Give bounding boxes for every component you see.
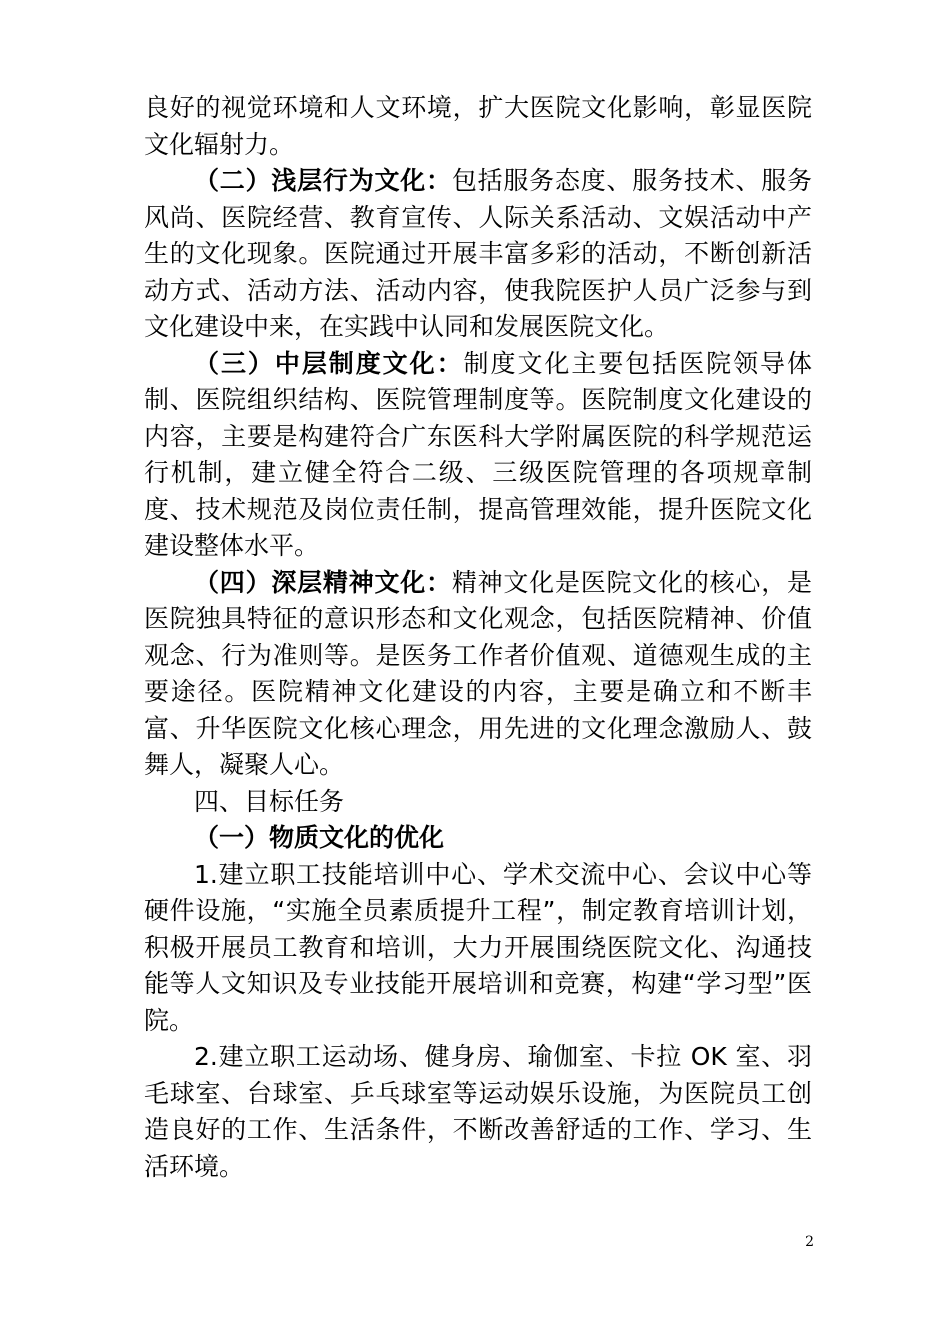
paragraph-behavior-culture (144, 163, 812, 346)
paragraph-continuation (144, 90, 812, 163)
paragraph-heading: （四）深层精神文化： (194, 567, 452, 597)
paragraph-heading: （三）中层制度文化： (194, 348, 464, 378)
paragraph-text: 良好的视觉环境和人文环境，扩大医院文化影响，彰显医院文化辐射力。 (144, 93, 812, 159)
list-item: 1.建立职工技能培训中心、学术交流中心、会议中心等硬件设施，“实施全员素质提升工程”，制定教育培训计划，积极开展员工教育和培训，大力开展围绕医院文化、沟通技能等人文知识及专业技能开展培训和竞赛，构建“学习型”医院。 (144, 859, 812, 1035)
paragraph-spirit-culture (144, 565, 812, 784)
paragraph-heading: （二）浅层行为文化： (194, 166, 452, 195)
page-number: 2 (805, 1234, 814, 1250)
paragraph-text: 制度文化主要包括医院领导体制、医院组织结构、医院管理制度等。医院制度文化建设的内容，主要是构建符合广东医科大学附属医院的科学规范运行机制，建立健全符合二级、三级医院管理的各项规章制度、技术规范及岗位责任制，提高管理效能，提升医院文化建设整体水平。 (144, 348, 812, 560)
paragraph-text: 包括服务态度、服务技术、服务风尚、医院经营、教育宣传、人际关系活动、文娱活动中产生的文化现象。医院通过开展丰富多彩的活动，不断创新活动方式、活动方法、活动内容，使我院医护人员广泛参与到文化建设中来，在实践中认同和发展医院文化。 (144, 166, 812, 341)
section-title: 四、目标任务 (194, 786, 345, 816)
paragraph-text: 精神文化是医院文化的核心，是医院独具特征的意识形态和文化观念，包括医院精神、价值观念、行为准则等。是医务工作者价值观、道德观生成的主要途径。医院精神文化建设的内容，主要是确立和不断丰富、升华医院文化核心理念，用先进的文化理念激励人、鼓舞人，凝聚人心。 (144, 567, 812, 779)
paragraph-system-culture (144, 346, 812, 565)
subsection-title: （一）物质文化的优化 (194, 823, 445, 852)
list-item: 2.建立职工运动场、健身房、瑜伽室、卡拉 OK 室、羽毛球室、台球室、乒乓球室等运动娱乐设施，为医院员工创造良好的工作、生活条件，不断改善舒适的工作、学习、生活环境。 (144, 1042, 812, 1181)
document-body (144, 90, 812, 1185)
